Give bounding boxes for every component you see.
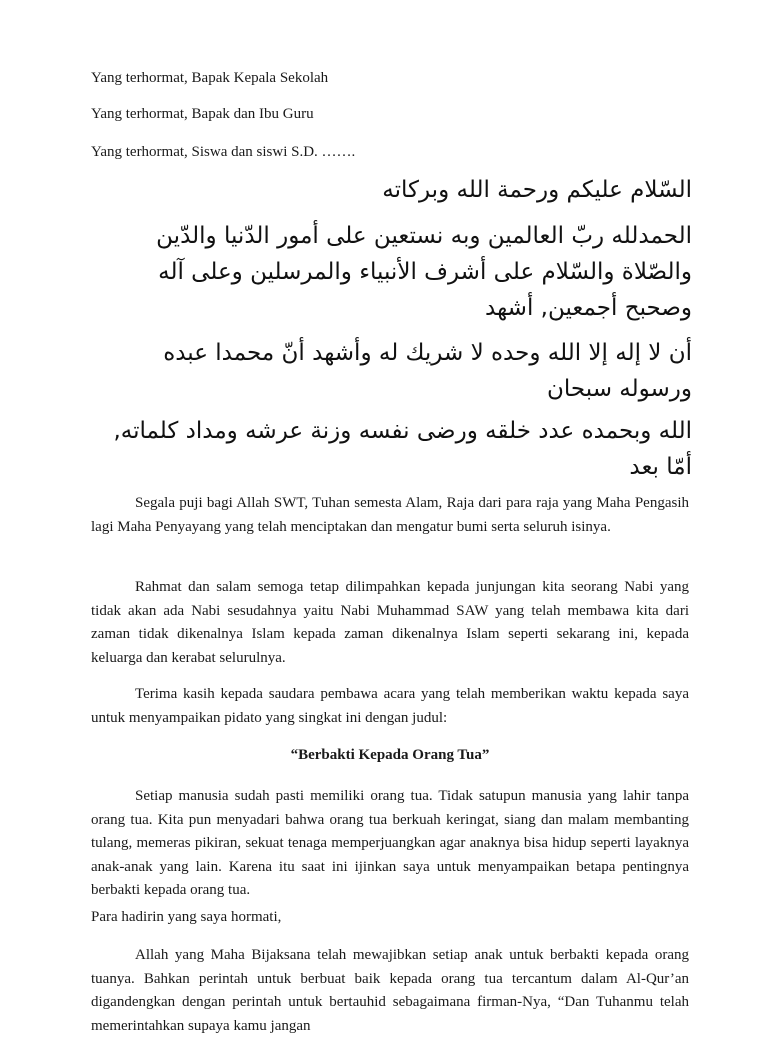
arabic-shahada: أن لا إله إلا الله وحده لا شريك له وأشهد أنّ محمدا عبده ورسوله سبحان <box>163 340 692 402</box>
arabic-opening-praise: الحمدلله ربّ العالمين وبه نستعين على أمور الدّنيا والدّين والصّلاة والسّلام على أشرف الأنبياء والمرسلين وعلى آله وصحبح أجمعين, أشهد <box>156 223 692 321</box>
paragraph-audience-address: Para hadirin yang saya hormati, <box>91 909 282 925</box>
arabic-tasbih: الله وبحمده عدد خلقه ورضى نفسه وزنة عرشه ومداد كلماته, أمّا بعد <box>113 418 692 480</box>
paragraph-praise: Segala puji bagi Allah SWT, Tuhan semesta Alam, Raja dari para raja yang Maha Pengasih lagi Maha Penyayang yang telah menciptakan dan mengatur bumi serta seluruh isinya. <box>91 495 689 535</box>
paragraph-obligation: Allah yang Maha Bijaksana telah mewajibkan setiap anak untuk berbakti kepada orang tuanya. Bahkan perintah untuk berbuat baik kepada orang tua tercantum dalam Al-Qur’an digandengkan dengan perintah untuk bertauhid sebagaimana firman-Nya, “Dan Tuhanmu telah memerintahkan supaya kamu jangan <box>91 947 689 1034</box>
paragraph-salawat: Rahmat dan salam semoga tetap dilimpahkan kepada junjungan kita seorang Nabi yang tidak akan ada Nabi sesudahnya yaitu Nabi Muhammad SAW yang telah membawa kita dari zaman tidak dikenalnya Islam kepada zaman dikenalnya Islam seperti sekarang ini, kepada keluarga dan kerabat selurulnya. <box>91 579 689 666</box>
paragraph-thanks: Terima kasih kepada saudara pembawa acara yang telah memberikan waktu kepada saya untuk menyampaikan pidato yang singkat ini dengan judul: <box>91 686 689 726</box>
paragraph-intro: Setiap manusia sudah pasti memiliki orang tua. Tidak satupun manusia yang lahir tanpa orang tua. Kita pun menyadari bahwa orang tua berkuah keringat, siang dan malam membanting tulang, memeras pikiran, sekuat tenaga memperjuangkan agar anaknya bisa hidup seperti layaknya anak-anak yang lain. Karena itu saat ini ijinkan saya untuk menyampaikan betapa pentingnya berbakti kepada orang tua. <box>91 788 689 898</box>
salutation-principal: Yang terhormat, Bapak Kepala Sekolah <box>91 70 329 86</box>
salutation-students: Yang terhormat, Siswa dan siswi S.D. ……. <box>91 144 356 160</box>
salutation-teachers: Yang terhormat, Bapak dan Ibu Guru <box>91 106 314 122</box>
speech-title: “Berbakti Kepada Orang Tua” <box>290 747 490 763</box>
arabic-greeting: السّلام عليكم ورحمة الله وبركاته <box>382 177 692 203</box>
